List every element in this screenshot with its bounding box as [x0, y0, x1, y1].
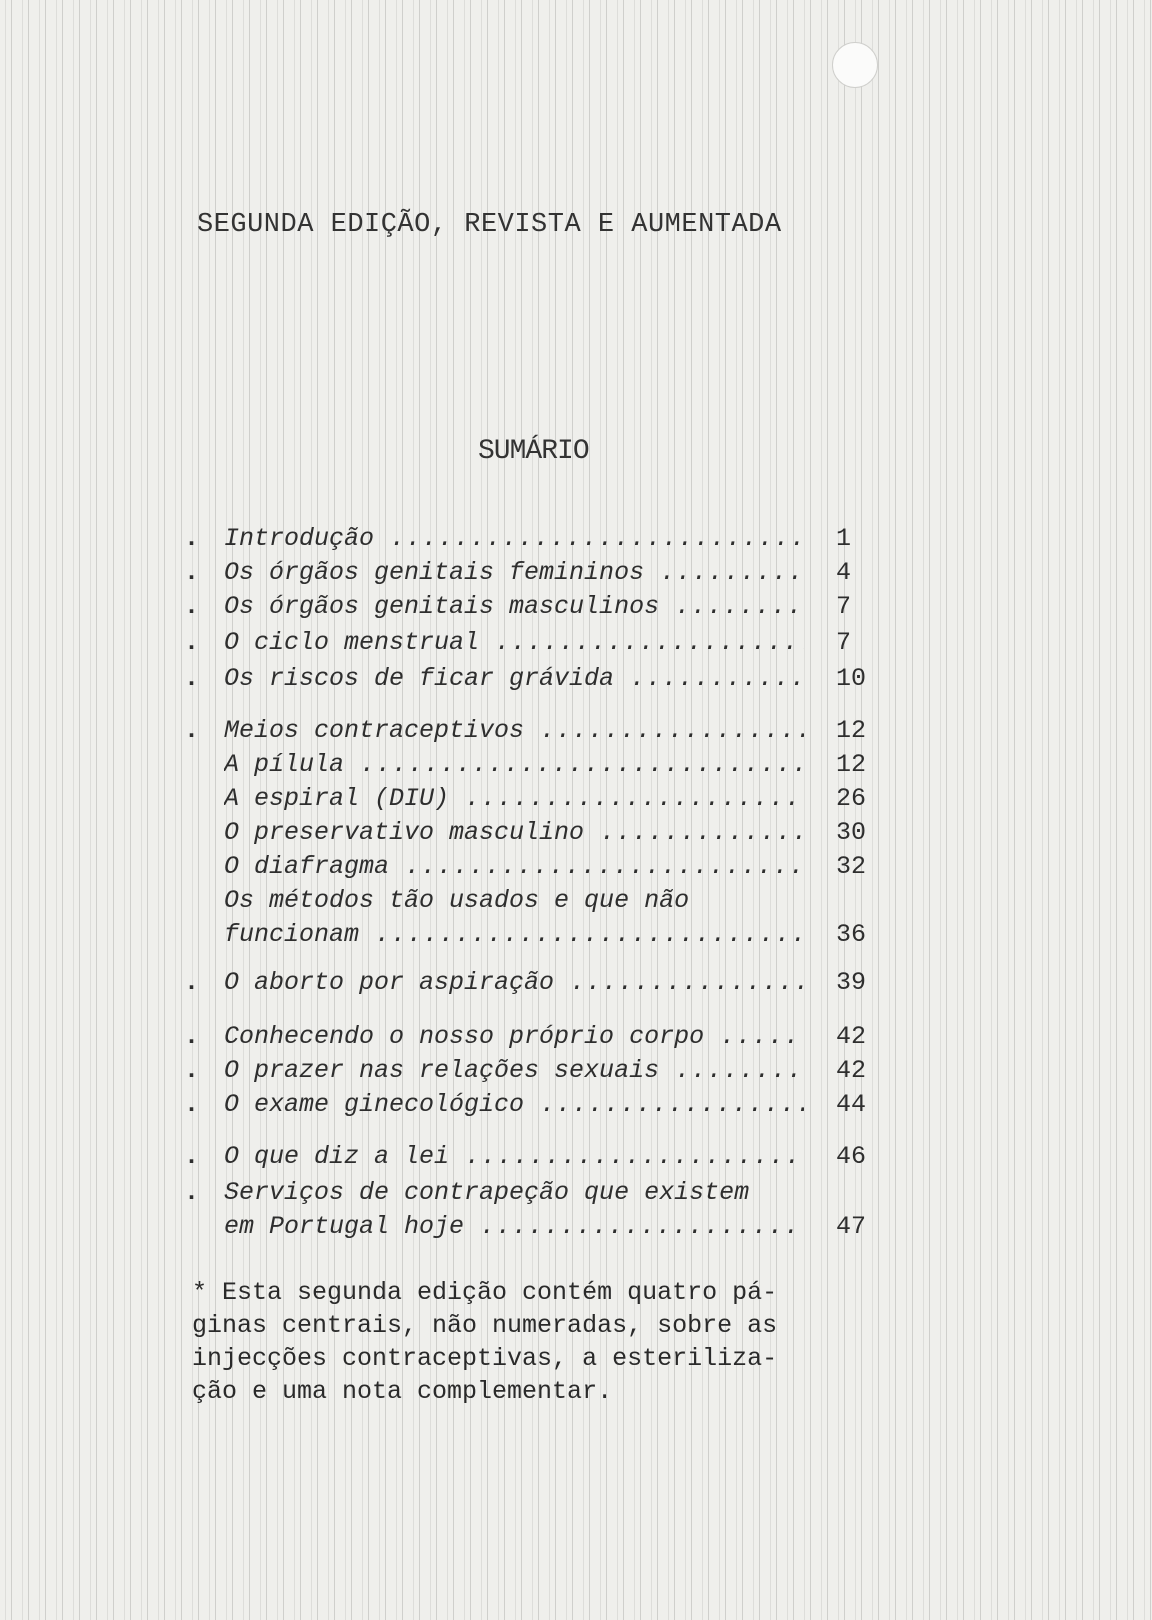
punch-hole — [832, 42, 878, 88]
toc-entry — [184, 558, 876, 592]
toc-page-number: 47 — [836, 1212, 867, 1241]
toc-title: SUMÁRIO — [478, 436, 589, 467]
toc-bullet: . — [184, 558, 200, 587]
toc-page-number: 1 — [836, 524, 852, 553]
toc-page-number: 42 — [836, 1022, 867, 1051]
toc-entry — [184, 968, 876, 1002]
toc-label: O prazer nas relações sexuais ..... — [224, 1056, 804, 1085]
toc-page-number: 26 — [836, 784, 867, 813]
toc-bullet: . — [184, 592, 200, 621]
note-line: ção e uma nota complementar. — [192, 1377, 613, 1406]
toc-bullet: . — [184, 1090, 200, 1119]
toc-page-number: 36 — [836, 920, 867, 949]
toc-page-number: 46 — [836, 1142, 867, 1171]
toc-page-number: 7 — [836, 628, 852, 657]
toc-entry — [184, 818, 876, 852]
toc-label: funcionam ..... — [224, 920, 804, 949]
toc-bullet: . — [184, 1178, 200, 1207]
toc-bullet: . — [184, 968, 200, 997]
toc-page-number: 10 — [836, 664, 867, 693]
edition-heading: SEGUNDA EDIÇÃO, REVISTA E AUMENTADA — [197, 210, 782, 240]
toc-label: Meios contraceptivos ..... — [224, 716, 804, 745]
toc-label: O preservativo masculino ..... — [224, 818, 804, 847]
toc-entry — [184, 1022, 876, 1056]
toc-page-number: 4 — [836, 558, 852, 587]
toc-label: A pílula ..... — [224, 750, 804, 779]
toc-label: A espiral (DIU) ..... — [224, 784, 804, 813]
toc-bullet: . — [184, 524, 200, 553]
toc-bullet: . — [184, 716, 200, 745]
toc-label: em Portugal hoje ..... — [224, 1212, 804, 1241]
toc-page-number: 39 — [836, 968, 867, 997]
note-line: ginas centrais, não numeradas, sobre as — [192, 1311, 778, 1340]
toc-label: Introdução ..... — [224, 524, 804, 553]
toc-entry — [184, 750, 876, 784]
toc-page-number: 42 — [836, 1056, 867, 1085]
toc-entry — [184, 592, 876, 626]
toc-entry — [184, 716, 876, 750]
toc-page-number: 30 — [836, 818, 867, 847]
toc-label: Os órgãos genitais femininos ..... — [224, 558, 804, 587]
toc-bullet: . — [184, 1056, 200, 1085]
toc-page-number: 44 — [836, 1090, 867, 1119]
toc-page-number: 12 — [836, 716, 867, 745]
toc-entry — [184, 664, 876, 698]
toc-label: Os métodos tão usados e que não — [224, 886, 690, 915]
toc-label: Os riscos de ficar grávida ..... — [224, 664, 804, 693]
toc-entry — [184, 1090, 876, 1124]
toc-entry — [184, 524, 876, 558]
note-line: injecções contraceptivas, a esteriliza- — [192, 1344, 778, 1373]
toc-entry — [184, 920, 876, 954]
toc-page-number: 7 — [836, 592, 852, 621]
toc-label: Os órgãos genitais masculinos ..... — [224, 592, 804, 621]
note-line: * Esta segunda edição contém quatro pá- — [192, 1278, 778, 1307]
toc-label: O aborto por aspiração ..... — [224, 968, 804, 997]
toc-bullet: . — [184, 664, 200, 693]
toc-label: O exame ginecológico ..... — [224, 1090, 804, 1119]
toc-label: O ciclo menstrual ..... — [224, 628, 804, 657]
toc-page-number: 12 — [836, 750, 867, 779]
toc-entry — [184, 1142, 876, 1176]
edition-note — [192, 1276, 882, 1408]
toc-label: Serviços de contrapeção que existem — [224, 1178, 750, 1207]
toc-label: O diafragma ..... — [224, 852, 804, 881]
toc-bullet: . — [184, 1142, 200, 1171]
toc-page-number: 32 — [836, 852, 867, 881]
toc-entry — [184, 1178, 876, 1212]
toc-entry — [184, 886, 876, 920]
toc-entry — [184, 1056, 876, 1090]
toc-entry — [184, 784, 876, 818]
toc-label: O que diz a lei ..... — [224, 1142, 804, 1171]
toc-bullet: . — [184, 1022, 200, 1051]
toc-bullet: . — [184, 628, 200, 657]
toc-label: Conhecendo o nosso próprio corpo ..... — [224, 1022, 804, 1051]
toc-entry — [184, 1212, 876, 1246]
toc-entry — [184, 852, 876, 886]
toc-entry — [184, 628, 876, 662]
